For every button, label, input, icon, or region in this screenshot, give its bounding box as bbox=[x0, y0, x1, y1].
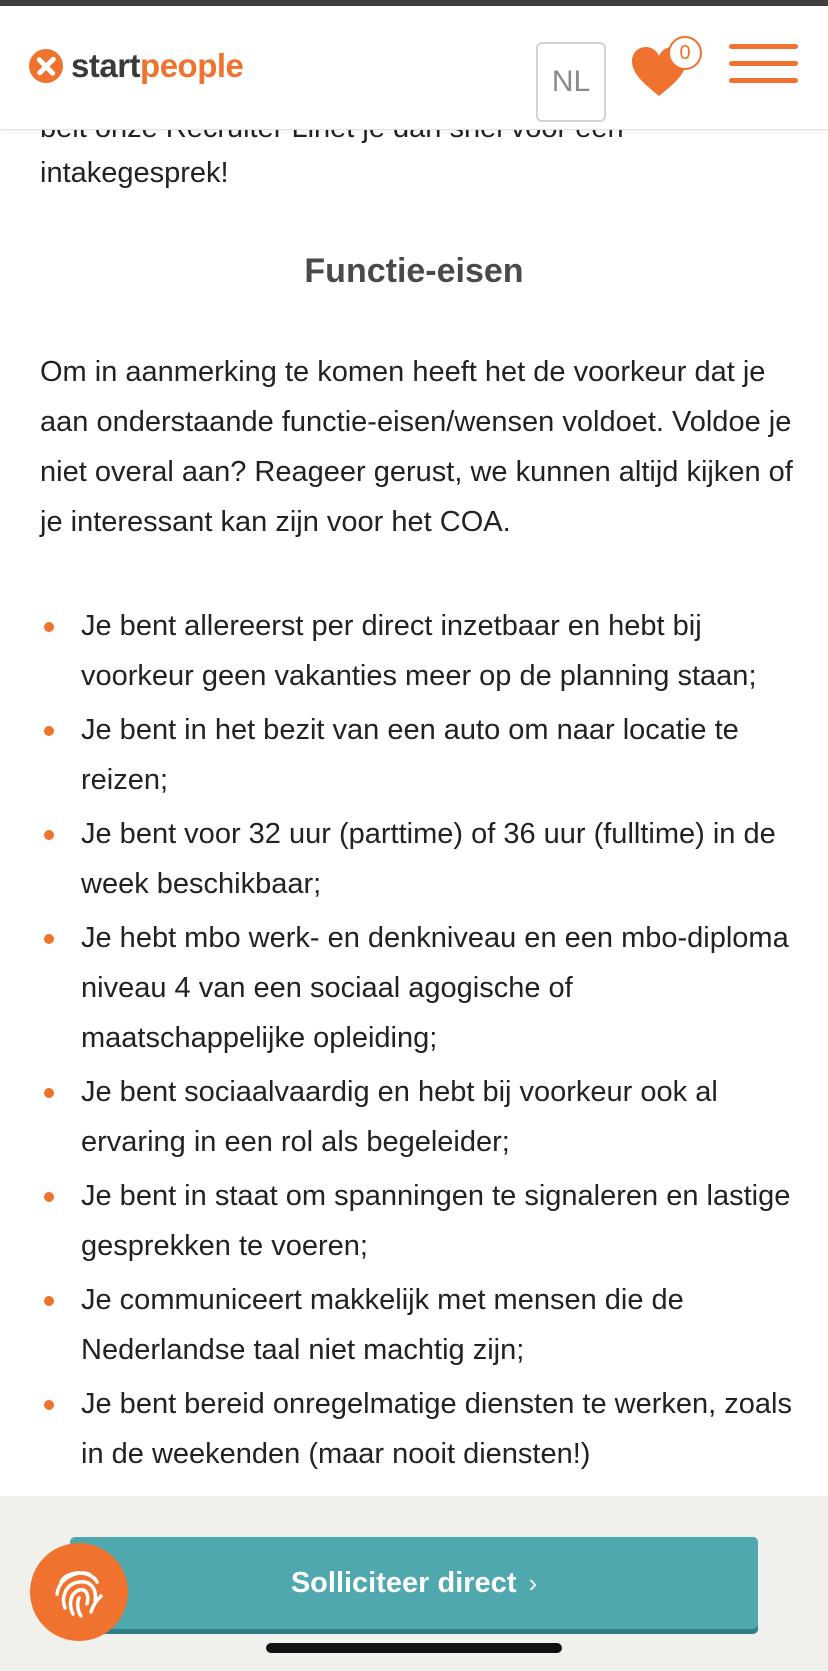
list-item bbox=[40, 705, 796, 805]
fingerprint-button[interactable] bbox=[30, 1543, 128, 1641]
chevron-right-icon: › bbox=[528, 1567, 538, 1598]
bullet-icon bbox=[44, 830, 54, 840]
list-item bbox=[40, 1379, 796, 1479]
intro-text-end: intakegesprek! bbox=[40, 157, 229, 189]
bullet-icon bbox=[44, 622, 54, 632]
requirements-list bbox=[40, 601, 796, 1483]
requirement-text: Je bent in staat om spanningen te signaleren en lastige gesprekken te voeren; bbox=[81, 1180, 791, 1262]
apply-button-label: Solliciteer direct bbox=[290, 1566, 517, 1599]
requirement-text: Je communiceert makkelijk met mensen die de Nederlandse taal niet machtig zijn; bbox=[81, 1284, 684, 1366]
menu-line bbox=[729, 78, 798, 83]
requirement-text: Je bent voor 32 uur (parttime) of 36 uur (fulltime) in de week beschikbaar; bbox=[81, 818, 776, 900]
requirement-text: Je bent in het bezit van een auto om naar locatie te reizen; bbox=[81, 714, 739, 796]
requirement-text: Je bent bereid onregelmatige diensten te werken, zoals in de weekenden (maar nooit diensten!) bbox=[81, 1388, 792, 1470]
bullet-icon bbox=[44, 726, 54, 736]
menu-line bbox=[729, 61, 798, 66]
apply-button[interactable] bbox=[70, 1537, 758, 1629]
requirement-text: Je bent sociaalvaardig en hebt bij voorkeur ook al ervaring in een rol als begeleider; bbox=[81, 1076, 718, 1158]
fingerprint-icon bbox=[47, 1560, 111, 1624]
bullet-icon bbox=[44, 1296, 54, 1306]
bullet-icon bbox=[44, 1192, 54, 1202]
favorites-count-badge: 0 bbox=[668, 36, 702, 70]
home-indicator bbox=[266, 1643, 562, 1653]
favorites-button[interactable] bbox=[630, 36, 710, 106]
startpeople-logo[interactable] bbox=[29, 46, 243, 86]
logo-text-people: people bbox=[140, 47, 244, 84]
site-header bbox=[0, 6, 828, 130]
list-item bbox=[40, 1275, 796, 1375]
section-title: Functie-eisen bbox=[304, 252, 524, 290]
list-item bbox=[40, 913, 796, 1063]
requirement-text: Je hebt mbo werk- en denkniveau en een mbo-diploma niveau 4 van een sociaal agogische of maatschappelijke opleiding; bbox=[81, 922, 789, 1054]
section-intro: Om in aanmerking te komen heeft het de voorkeur dat je aan onderstaande functie-eisen/wensen voldoet. Voldoe je niet overal aan? Reageer gerust, we kunnen altijd kijken of je interessant kan zijn voor het COA. bbox=[40, 356, 793, 538]
logo-text-start: start bbox=[71, 47, 141, 84]
requirement-text: Je bent allereerst per direct inzetbaar en hebt bij voorkeur geen vakanties meer op de planning staan; bbox=[81, 610, 757, 692]
language-selector[interactable]: NL bbox=[536, 42, 606, 122]
bullet-icon bbox=[44, 934, 54, 944]
menu-line bbox=[729, 44, 798, 49]
hamburger-menu-icon[interactable] bbox=[729, 40, 798, 90]
bullet-icon bbox=[44, 1400, 54, 1410]
list-item bbox=[40, 601, 796, 701]
list-item bbox=[40, 809, 796, 909]
startpeople-logo-icon bbox=[29, 49, 63, 83]
list-item bbox=[40, 1067, 796, 1167]
list-item bbox=[40, 1171, 796, 1271]
bullet-icon bbox=[44, 1088, 54, 1098]
